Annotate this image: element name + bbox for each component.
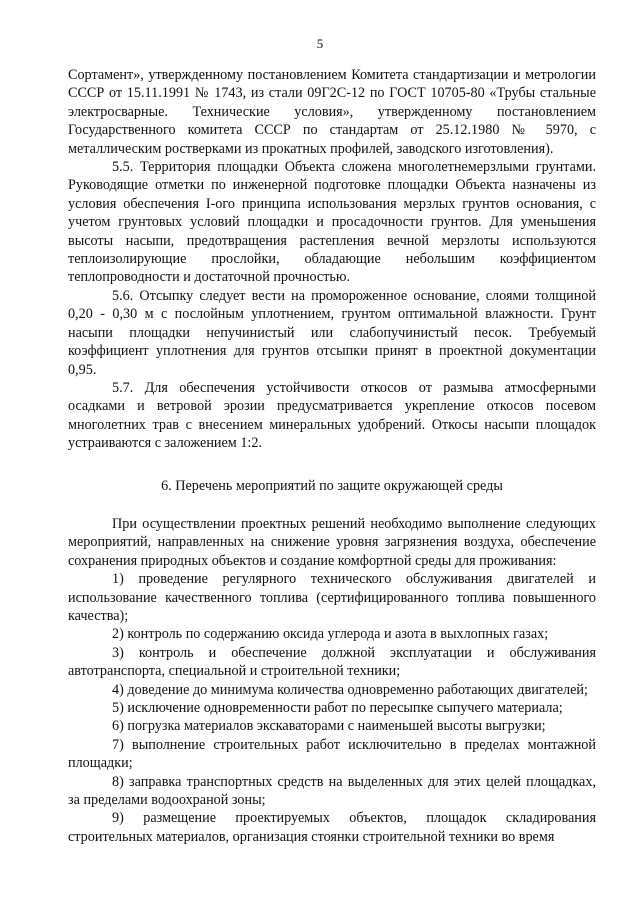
list-item: 6) погрузка материалов экскаваторами с наименьшей высоты выгрузки; bbox=[112, 718, 546, 735]
list-item: 7) выполнение строительных работ исключительно в пределах монтажной площадки; bbox=[68, 736, 596, 772]
section-heading: 6. Перечень мероприятий по защите окружающей среды bbox=[161, 477, 503, 494]
list-item: 2) контроль по содержанию оксида углерода и азота в выхлопных газах; bbox=[112, 626, 549, 643]
paragraph-5-7: 5.7. Для обеспечения устойчивости откосов от размыва атмосферными осадками и ветровой эрозии предусматривается укрепление откосов посевом многолетних трав с внесением минеральных удобрений. Откосы насыпи площадок устраиваются с заложением 1:2. bbox=[68, 379, 596, 452]
paragraph-continuation: Сортамент», утвержденному постановлением Комитета стандартизации и метрологии СССР от 15.11.1991 № 1743, из стали 09Г2С-12 по ГОСТ 10705-80 «Трубы стальные электросварные. Технические условия», утвержденному постановлением Государственного комитета СССР по стандартам от 25.12.1980 № 5970, с металлическим ростверками из прокатных профилей, заводского изготовления). bbox=[68, 67, 596, 157]
list-item: 5) исключение одновременности работ по пересыпке сыпучего материала; bbox=[112, 700, 563, 716]
list-item: 4) доведение до минимума количества одновременно работающих двигателей; bbox=[112, 681, 588, 698]
list-item: 9) размещение проектируемых объектов, площадок складирования строительных материалов, организация стоянки строительной техники во время bbox=[68, 810, 596, 845]
page-content bbox=[68, 66, 596, 846]
paragraph-5-5: 5.5. Территория площадки Объекта сложена многолетнемерзлыми грунтами. Руководящие отметки по инженерной подготовке площадки Объекта назначены из условия обеспечения I-ого принципа использования мерзлых грунтов основания, с учетом грунтовых условий площадки и просадочности грунтов. Для уменьшения высоты насыпи, предотвращения растепления вечной мерзлоты используются теплоизолирующие прослойки, обладающие небольшим коэффициентом теплопроводности и достаточной прочностью. bbox=[68, 159, 596, 286]
page-number: 5 bbox=[316, 36, 324, 51]
list-item: 8) заправка транспортных средств на выделенных для этих целей площадках, за пределами водоохраной зоны; bbox=[68, 773, 596, 809]
paragraph-5-6: 5.6. Отсыпку следует вести на промороженное основание, слоями толщиной 0,20 - 0,30 м с послойным уплотнением, грунтом оптимальной влажности. Грунт насыпи площадки непучинистый или слабопучинистый песок. Требуемый коэффициент уплотнения для грунтов отсыпки принят в проектной документации 0,95. bbox=[68, 287, 596, 378]
intro-paragraph: При осуществлении проектных решений необходимо выполнение следующих мероприятий, направленных на снижение уровня загрязнения воздуха, обеспечение сохранения природных объектов и создание комфортной среды для проживания: bbox=[68, 515, 596, 569]
list-item: 1) проведение регулярного технического обслуживания двигателей и использование качественного топлива (сертифицированного топлива повышенного качества); bbox=[68, 571, 596, 624]
list-item: 3) контроль и обеспечение должной эксплуатации и обслуживания автотранспорта, специальной и строительной техники; bbox=[68, 644, 596, 680]
